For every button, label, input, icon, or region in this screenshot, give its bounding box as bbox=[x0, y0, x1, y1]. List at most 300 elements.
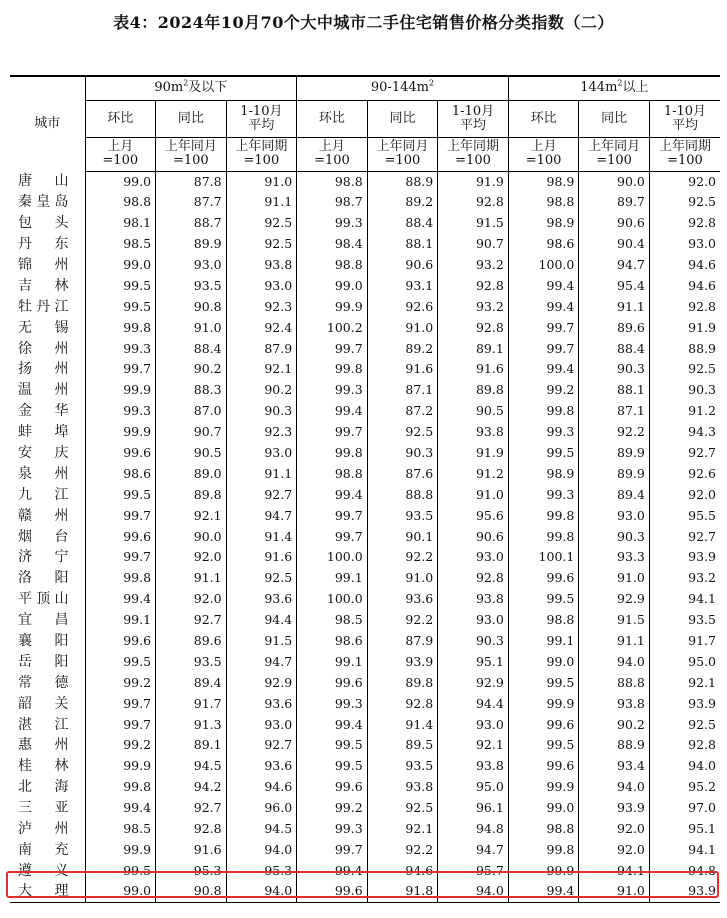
city-cell: 温州 bbox=[18, 382, 69, 399]
value-cell: 94.3 bbox=[649, 422, 720, 443]
value-cell: 99.7 bbox=[85, 714, 156, 735]
value-cell: 99.8 bbox=[85, 568, 156, 589]
value-cell: 87.1 bbox=[367, 380, 438, 401]
value-cell: 89.6 bbox=[579, 317, 650, 338]
value-cell: 89.8 bbox=[156, 484, 227, 505]
base-header-cell: 上月 =100 bbox=[508, 137, 579, 171]
value-cell: 100.0 bbox=[297, 589, 368, 610]
table-title: 表4：2024年10月70个大中城市二手住宅销售价格分类指数（二） bbox=[113, 13, 614, 32]
value-cell: 93.6 bbox=[367, 589, 438, 610]
value-cell: 94.8 bbox=[438, 819, 509, 840]
value-cell: 90.6 bbox=[579, 213, 650, 234]
city-cell: 岳阳 bbox=[18, 653, 69, 670]
value-cell: 99.7 bbox=[297, 422, 368, 443]
value-cell: 91.1 bbox=[226, 463, 297, 484]
city-cell: 襄阳 bbox=[18, 633, 69, 650]
city-cell: 湛江 bbox=[18, 716, 69, 733]
city-cell: 赣州 bbox=[18, 507, 69, 524]
value-cell: 90.5 bbox=[156, 443, 227, 464]
value-cell: 90.6 bbox=[367, 255, 438, 276]
value-cell: 93.9 bbox=[649, 881, 720, 902]
table-row bbox=[10, 568, 720, 589]
value-cell: 91.1 bbox=[226, 192, 297, 213]
value-cell: 99.9 bbox=[85, 380, 156, 401]
value-cell: 93.0 bbox=[438, 547, 509, 568]
value-cell: 99.7 bbox=[85, 505, 156, 526]
value-cell: 92.5 bbox=[649, 714, 720, 735]
value-cell: 99.5 bbox=[297, 735, 368, 756]
city-cell: 南充 bbox=[18, 841, 69, 858]
value-cell: 94.4 bbox=[226, 610, 297, 631]
value-cell: 95.4 bbox=[579, 275, 650, 296]
value-cell: 98.5 bbox=[85, 234, 156, 255]
value-cell: 98.5 bbox=[85, 819, 156, 840]
value-cell: 99.8 bbox=[508, 840, 579, 861]
value-cell: 98.9 bbox=[508, 171, 579, 192]
city-cell: 洛阳 bbox=[18, 570, 69, 587]
value-cell: 94.6 bbox=[367, 860, 438, 881]
value-cell: 92.1 bbox=[367, 819, 438, 840]
value-cell: 88.4 bbox=[156, 338, 227, 359]
value-cell: 91.7 bbox=[649, 631, 720, 652]
value-cell: 99.6 bbox=[297, 881, 368, 902]
value-cell: 93.0 bbox=[438, 714, 509, 735]
value-cell: 90.3 bbox=[579, 359, 650, 380]
city-cell: 烟台 bbox=[18, 528, 69, 545]
table-row bbox=[10, 693, 720, 714]
value-cell: 92.7 bbox=[156, 610, 227, 631]
value-cell: 88.1 bbox=[579, 380, 650, 401]
table-row bbox=[10, 463, 720, 484]
value-cell: 98.6 bbox=[297, 631, 368, 652]
value-cell: 94.7 bbox=[226, 651, 297, 672]
value-cell: 99.5 bbox=[508, 735, 579, 756]
value-cell: 93.0 bbox=[226, 275, 297, 296]
value-cell: 90.0 bbox=[579, 171, 650, 192]
value-cell: 99.4 bbox=[297, 714, 368, 735]
value-cell: 99.3 bbox=[508, 422, 579, 443]
value-cell: 99.2 bbox=[85, 735, 156, 756]
value-cell: 99.6 bbox=[508, 756, 579, 777]
value-cell: 99.4 bbox=[508, 275, 579, 296]
value-cell: 89.1 bbox=[438, 338, 509, 359]
value-cell: 89.2 bbox=[367, 192, 438, 213]
value-cell: 99.8 bbox=[297, 359, 368, 380]
value-cell: 99.9 bbox=[508, 777, 579, 798]
value-cell: 89.8 bbox=[438, 380, 509, 401]
table-row bbox=[10, 484, 720, 505]
value-cell: 97.0 bbox=[649, 798, 720, 819]
table-row bbox=[10, 192, 720, 213]
value-cell: 90.7 bbox=[438, 234, 509, 255]
value-cell: 92.7 bbox=[649, 443, 720, 464]
value-cell: 90.5 bbox=[438, 401, 509, 422]
value-cell: 92.4 bbox=[226, 317, 297, 338]
city-cell: 济宁 bbox=[18, 549, 69, 566]
value-cell: 93.6 bbox=[226, 756, 297, 777]
value-cell: 98.6 bbox=[508, 234, 579, 255]
city-cell: 扬州 bbox=[18, 361, 69, 378]
value-cell: 93.1 bbox=[367, 275, 438, 296]
value-cell: 96.0 bbox=[226, 798, 297, 819]
table-row bbox=[10, 631, 720, 652]
value-cell: 99.5 bbox=[508, 589, 579, 610]
value-cell: 92.9 bbox=[226, 672, 297, 693]
value-cell: 87.9 bbox=[226, 338, 297, 359]
value-cell: 92.5 bbox=[226, 213, 297, 234]
value-cell: 92.5 bbox=[367, 798, 438, 819]
value-cell: 91.1 bbox=[579, 631, 650, 652]
value-cell: 91.6 bbox=[226, 547, 297, 568]
value-cell: 95.3 bbox=[156, 860, 227, 881]
value-cell: 92.8 bbox=[156, 819, 227, 840]
value-cell: 99.4 bbox=[508, 296, 579, 317]
value-cell: 94.0 bbox=[438, 881, 509, 902]
value-cell: 99.3 bbox=[85, 401, 156, 422]
value-cell: 91.0 bbox=[367, 568, 438, 589]
table-row bbox=[10, 338, 720, 359]
value-cell: 92.7 bbox=[226, 735, 297, 756]
value-cell: 93.0 bbox=[156, 255, 227, 276]
value-cell: 94.6 bbox=[226, 777, 297, 798]
value-cell: 92.0 bbox=[579, 819, 650, 840]
city-cell: 蚌埠 bbox=[18, 424, 69, 441]
value-cell: 98.8 bbox=[297, 255, 368, 276]
sub-header-cell: 1-10月 平均 bbox=[226, 100, 297, 137]
city-cell: 徐州 bbox=[18, 340, 69, 357]
table-row bbox=[10, 380, 720, 401]
city-cell: 惠州 bbox=[18, 737, 69, 754]
value-cell: 99.7 bbox=[508, 317, 579, 338]
value-cell: 98.8 bbox=[508, 192, 579, 213]
table-row bbox=[10, 401, 720, 422]
price-index-table bbox=[10, 75, 720, 903]
value-cell: 92.8 bbox=[649, 735, 720, 756]
value-cell: 93.8 bbox=[438, 756, 509, 777]
value-cell: 99.4 bbox=[508, 359, 579, 380]
value-cell: 92.0 bbox=[649, 484, 720, 505]
city-cell: 牡丹江 bbox=[18, 298, 69, 315]
table-row bbox=[10, 735, 720, 756]
value-cell: 99.6 bbox=[508, 714, 579, 735]
value-cell: 88.4 bbox=[367, 213, 438, 234]
sub-header-cell: 1-10月 平均 bbox=[649, 100, 720, 137]
value-cell: 99.4 bbox=[297, 401, 368, 422]
city-cell: 平顶山 bbox=[18, 591, 69, 608]
table-row bbox=[10, 359, 720, 380]
value-cell: 90.3 bbox=[579, 526, 650, 547]
city-cell: 丹东 bbox=[18, 236, 69, 253]
value-cell: 92.7 bbox=[156, 798, 227, 819]
city-cell: 韶关 bbox=[18, 695, 69, 712]
value-cell: 99.3 bbox=[297, 693, 368, 714]
value-cell: 90.3 bbox=[649, 380, 720, 401]
value-cell: 92.5 bbox=[226, 234, 297, 255]
value-cell: 98.8 bbox=[508, 610, 579, 631]
value-cell: 95.6 bbox=[438, 505, 509, 526]
value-cell: 92.0 bbox=[156, 547, 227, 568]
value-cell: 99.1 bbox=[508, 631, 579, 652]
value-cell: 99.9 bbox=[85, 756, 156, 777]
value-cell: 94.0 bbox=[226, 840, 297, 861]
table-row bbox=[10, 234, 720, 255]
city-cell: 三亚 bbox=[18, 800, 69, 817]
value-cell: 90.3 bbox=[367, 443, 438, 464]
value-cell: 98.5 bbox=[297, 610, 368, 631]
value-cell: 99.7 bbox=[297, 505, 368, 526]
value-cell: 94.6 bbox=[649, 255, 720, 276]
table-row bbox=[10, 275, 720, 296]
value-cell: 94.7 bbox=[226, 505, 297, 526]
value-cell: 94.5 bbox=[156, 756, 227, 777]
value-cell: 95.1 bbox=[649, 819, 720, 840]
base-header-cell: 上年同期 =100 bbox=[438, 137, 509, 171]
value-cell: 87.2 bbox=[367, 401, 438, 422]
value-cell: 91.6 bbox=[438, 359, 509, 380]
value-cell: 91.0 bbox=[438, 484, 509, 505]
value-cell: 98.7 bbox=[297, 192, 368, 213]
value-cell: 94.2 bbox=[156, 777, 227, 798]
table-row bbox=[10, 547, 720, 568]
value-cell: 99.7 bbox=[85, 547, 156, 568]
value-cell: 93.8 bbox=[367, 777, 438, 798]
table-row bbox=[10, 505, 720, 526]
value-cell: 89.8 bbox=[367, 672, 438, 693]
city-cell: 锦州 bbox=[18, 257, 69, 273]
sub-header-row bbox=[10, 100, 720, 137]
value-cell: 91.1 bbox=[579, 296, 650, 317]
base-header-cell: 上年同月 =100 bbox=[367, 137, 438, 171]
table-body bbox=[10, 171, 720, 902]
value-cell: 90.8 bbox=[156, 296, 227, 317]
value-cell: 87.0 bbox=[156, 401, 227, 422]
value-cell: 92.0 bbox=[579, 840, 650, 861]
value-cell: 98.1 bbox=[85, 213, 156, 234]
table-row bbox=[10, 881, 720, 902]
value-cell: 99.4 bbox=[85, 589, 156, 610]
value-cell: 93.9 bbox=[367, 651, 438, 672]
city-cell: 泸州 bbox=[18, 821, 69, 838]
value-cell: 88.7 bbox=[156, 213, 227, 234]
value-cell: 94.7 bbox=[438, 840, 509, 861]
value-cell: 99.8 bbox=[508, 505, 579, 526]
value-cell: 89.1 bbox=[156, 735, 227, 756]
base-header-row bbox=[10, 137, 720, 171]
value-cell: 93.0 bbox=[226, 714, 297, 735]
value-cell: 88.3 bbox=[156, 380, 227, 401]
value-cell: 99.1 bbox=[85, 610, 156, 631]
value-cell: 89.4 bbox=[156, 672, 227, 693]
value-cell: 91.3 bbox=[156, 714, 227, 735]
value-cell: 93.9 bbox=[579, 798, 650, 819]
table-row bbox=[10, 756, 720, 777]
value-cell: 99.2 bbox=[297, 798, 368, 819]
value-cell: 90.1 bbox=[367, 526, 438, 547]
value-cell: 92.1 bbox=[226, 359, 297, 380]
value-cell: 94.1 bbox=[649, 840, 720, 861]
value-cell: 100.2 bbox=[297, 317, 368, 338]
table-row bbox=[10, 672, 720, 693]
value-cell: 87.6 bbox=[367, 463, 438, 484]
value-cell: 94.6 bbox=[649, 275, 720, 296]
value-cell: 99.8 bbox=[297, 443, 368, 464]
value-cell: 92.0 bbox=[156, 589, 227, 610]
value-cell: 99.3 bbox=[508, 484, 579, 505]
table-row bbox=[10, 798, 720, 819]
sub-header-cell: 环比 bbox=[297, 100, 368, 137]
table-row bbox=[10, 840, 720, 861]
city-cell: 宜昌 bbox=[18, 612, 69, 629]
value-cell: 95.3 bbox=[226, 860, 297, 881]
city-cell: 秦皇岛 bbox=[18, 194, 69, 211]
value-cell: 99.5 bbox=[297, 756, 368, 777]
value-cell: 99.7 bbox=[297, 526, 368, 547]
value-cell: 92.9 bbox=[579, 589, 650, 610]
value-cell: 92.0 bbox=[649, 171, 720, 192]
value-cell: 98.4 bbox=[297, 234, 368, 255]
value-cell: 94.1 bbox=[649, 589, 720, 610]
value-cell: 88.8 bbox=[367, 484, 438, 505]
value-cell: 91.6 bbox=[367, 359, 438, 380]
value-cell: 94.4 bbox=[438, 693, 509, 714]
value-cell: 95.1 bbox=[438, 651, 509, 672]
value-cell: 88.8 bbox=[579, 672, 650, 693]
value-cell: 99.0 bbox=[85, 255, 156, 276]
table-row bbox=[10, 255, 720, 276]
value-cell: 92.2 bbox=[367, 547, 438, 568]
value-cell: 92.6 bbox=[649, 463, 720, 484]
value-cell: 91.4 bbox=[367, 714, 438, 735]
value-cell: 99.4 bbox=[85, 798, 156, 819]
value-cell: 92.3 bbox=[226, 296, 297, 317]
value-cell: 96.1 bbox=[438, 798, 509, 819]
value-cell: 99.6 bbox=[85, 631, 156, 652]
value-cell: 89.2 bbox=[367, 338, 438, 359]
value-cell: 89.6 bbox=[156, 631, 227, 652]
table-row bbox=[10, 777, 720, 798]
value-cell: 92.9 bbox=[438, 672, 509, 693]
value-cell: 92.5 bbox=[226, 568, 297, 589]
value-cell: 90.3 bbox=[226, 401, 297, 422]
city-cell: 桂林 bbox=[18, 758, 69, 775]
value-cell: 92.3 bbox=[226, 422, 297, 443]
base-header-cell: 上年同期 =100 bbox=[226, 137, 297, 171]
sub-header-cell: 同比 bbox=[579, 100, 650, 137]
value-cell: 88.1 bbox=[367, 234, 438, 255]
group-header-small: $90m^2$及以下 bbox=[85, 76, 297, 100]
value-cell: 92.8 bbox=[438, 275, 509, 296]
value-cell: 89.4 bbox=[579, 484, 650, 505]
value-cell: 93.8 bbox=[438, 422, 509, 443]
value-cell: 99.5 bbox=[85, 484, 156, 505]
value-cell: 99.5 bbox=[85, 296, 156, 317]
value-cell: 94.1 bbox=[579, 860, 650, 881]
value-cell: 99.3 bbox=[297, 380, 368, 401]
value-cell: 93.8 bbox=[438, 589, 509, 610]
value-cell: 94.7 bbox=[579, 255, 650, 276]
base-header-cell: 上月 =100 bbox=[297, 137, 368, 171]
value-cell: 92.6 bbox=[367, 296, 438, 317]
value-cell: 92.7 bbox=[226, 484, 297, 505]
value-cell: 99.9 bbox=[508, 693, 579, 714]
base-header-cell: 上年同期 =100 bbox=[649, 137, 720, 171]
value-cell: 90.8 bbox=[156, 881, 227, 902]
value-cell: 93.3 bbox=[579, 547, 650, 568]
value-cell: 92.8 bbox=[367, 693, 438, 714]
table-row bbox=[10, 714, 720, 735]
table-row bbox=[10, 317, 720, 338]
value-cell: 99.0 bbox=[508, 798, 579, 819]
value-cell: 90.6 bbox=[438, 526, 509, 547]
value-cell: 100.0 bbox=[508, 255, 579, 276]
value-cell: 99.1 bbox=[297, 568, 368, 589]
value-cell: 98.8 bbox=[85, 192, 156, 213]
value-cell: 90.2 bbox=[156, 359, 227, 380]
value-cell: 89.9 bbox=[156, 234, 227, 255]
value-cell: 93.8 bbox=[579, 693, 650, 714]
value-cell: 99.7 bbox=[297, 338, 368, 359]
city-cell: 吉林 bbox=[18, 277, 69, 294]
value-cell: 88.9 bbox=[579, 735, 650, 756]
value-cell: 99.6 bbox=[508, 568, 579, 589]
value-cell: 93.2 bbox=[438, 296, 509, 317]
value-cell: 87.1 bbox=[579, 401, 650, 422]
value-cell: 89.9 bbox=[579, 443, 650, 464]
value-cell: 98.6 bbox=[85, 463, 156, 484]
city-cell: 遵义 bbox=[18, 862, 69, 879]
sub-header-cell: 1-10月 平均 bbox=[438, 100, 509, 137]
value-cell: 99.5 bbox=[85, 651, 156, 672]
sub-header-cell: 环比 bbox=[85, 100, 156, 137]
value-cell: 87.8 bbox=[156, 171, 227, 192]
value-cell: 98.8 bbox=[297, 171, 368, 192]
value-cell: 99.6 bbox=[85, 526, 156, 547]
value-cell: 92.8 bbox=[438, 317, 509, 338]
value-cell: 99.0 bbox=[85, 171, 156, 192]
value-cell: 95.2 bbox=[649, 777, 720, 798]
value-cell: 91.6 bbox=[156, 840, 227, 861]
value-cell: 94.0 bbox=[226, 881, 297, 902]
value-cell: 91.9 bbox=[438, 443, 509, 464]
city-cell: 常德 bbox=[18, 674, 69, 691]
city-cell: 泉州 bbox=[18, 465, 69, 482]
value-cell: 91.5 bbox=[579, 610, 650, 631]
value-cell: 99.9 bbox=[85, 840, 156, 861]
city-cell: 无锡 bbox=[18, 319, 69, 336]
value-cell: 93.0 bbox=[226, 443, 297, 464]
value-cell: 91.0 bbox=[226, 171, 297, 192]
value-cell: 92.7 bbox=[649, 526, 720, 547]
value-cell: 88.4 bbox=[579, 338, 650, 359]
value-cell: 91.5 bbox=[226, 631, 297, 652]
value-cell: 95.0 bbox=[438, 777, 509, 798]
value-cell: 99.9 bbox=[85, 422, 156, 443]
value-cell: 99.5 bbox=[508, 443, 579, 464]
value-cell: 94.8 bbox=[649, 860, 720, 881]
sub-header-cell: 环比 bbox=[508, 100, 579, 137]
city-cell: 金华 bbox=[18, 403, 69, 420]
value-cell: 93.5 bbox=[156, 275, 227, 296]
value-cell: 99.0 bbox=[85, 881, 156, 902]
price-index-table-wrapper bbox=[10, 75, 720, 903]
group-header-large: $144m^2$以上 bbox=[508, 76, 720, 100]
value-cell: 89.9 bbox=[579, 463, 650, 484]
value-cell: 91.2 bbox=[438, 463, 509, 484]
value-cell: 99.9 bbox=[297, 296, 368, 317]
value-cell: 99.5 bbox=[85, 860, 156, 881]
table-row bbox=[10, 443, 720, 464]
table-row bbox=[10, 422, 720, 443]
